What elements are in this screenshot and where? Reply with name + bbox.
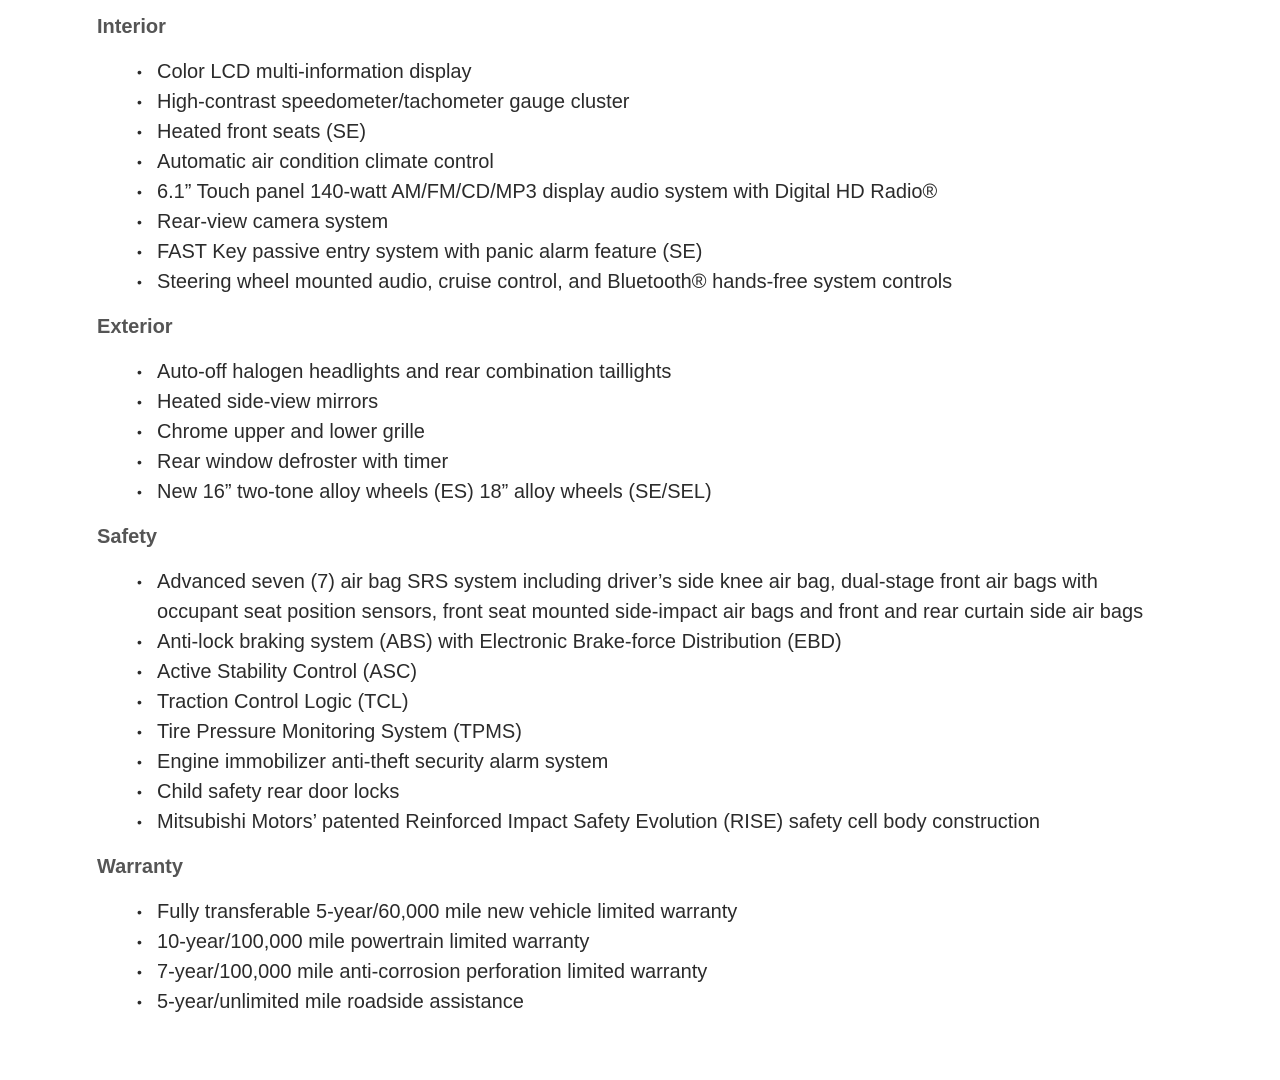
list-item	[97, 657, 1177, 687]
bullet-icon: •	[137, 364, 142, 380]
feature-content	[97, 12, 1177, 1032]
bullet-icon: •	[137, 454, 142, 470]
section-title-safety: Safety	[97, 526, 158, 548]
feature-text: Engine immobilizer anti-theft security alarm system	[157, 751, 609, 773]
list-item	[97, 267, 1177, 297]
bullet-icon: •	[137, 154, 142, 170]
bullet-icon: •	[137, 814, 142, 830]
bullet-icon: •	[137, 574, 142, 590]
bullet-icon: •	[137, 934, 142, 950]
feature-text: FAST Key passive entry system with panic alarm feature (SE)	[157, 241, 703, 263]
list-item	[97, 807, 1177, 837]
list-item	[97, 477, 1177, 507]
bullet-icon: •	[137, 94, 142, 110]
bullet-icon: •	[137, 694, 142, 710]
feature-text: New 16” two-tone alloy wheels (ES) 18” alloy wheels (SE/SEL)	[157, 481, 712, 503]
list-item	[97, 177, 1177, 207]
list-item	[97, 237, 1177, 267]
bullet-icon: •	[137, 184, 142, 200]
bullet-icon: •	[137, 214, 142, 230]
feature-text: Anti-lock braking system (ABS) with Electronic Brake-force Distribution (EBD)	[157, 631, 842, 653]
list-item	[97, 627, 1177, 657]
feature-text: Tire Pressure Monitoring System (TPMS)	[157, 721, 522, 743]
list-item	[97, 57, 1177, 87]
feature-text: Fully transferable 5-year/60,000 mile new vehicle limited warranty	[157, 901, 738, 923]
list-item	[97, 687, 1177, 717]
list-item	[97, 897, 1177, 927]
section-title-warranty: Warranty	[97, 856, 183, 878]
list-item	[97, 777, 1177, 807]
feature-list-warranty	[97, 897, 1177, 1017]
bullet-icon: •	[137, 634, 142, 650]
feature-text: Active Stability Control (ASC)	[157, 661, 418, 683]
feature-text: High-contrast speedometer/tachometer gauge cluster	[157, 91, 630, 113]
feature-text: 10-year/100,000 mile powertrain limited warranty	[157, 931, 590, 953]
bullet-icon: •	[137, 394, 142, 410]
list-item	[97, 987, 1177, 1017]
bullet-icon: •	[137, 754, 142, 770]
feature-text: Heated side-view mirrors	[157, 391, 379, 413]
list-item	[97, 147, 1177, 177]
list-item	[97, 387, 1177, 417]
feature-text: Color LCD multi-information display	[157, 61, 472, 83]
feature-text: Auto-off halogen headlights and rear combination taillights	[157, 361, 672, 383]
feature-list-interior	[97, 57, 1177, 297]
feature-list-exterior	[97, 357, 1177, 507]
bullet-icon: •	[137, 994, 142, 1010]
feature-text: Traction Control Logic (TCL)	[157, 691, 409, 713]
feature-text: 6.1” Touch panel 140-watt AM/FM/CD/MP3 display audio system with Digital HD Radio®	[157, 181, 938, 203]
feature-text: Automatic air condition climate control	[157, 151, 494, 173]
list-item	[97, 117, 1177, 147]
list-item	[97, 417, 1177, 447]
list-item	[97, 207, 1177, 237]
feature-text: Child safety rear door locks	[157, 781, 400, 803]
list-item	[97, 357, 1177, 387]
feature-text: Mitsubishi Motors’ patented Reinforced Impact Safety Evolution (RISE) safety cell body construction	[157, 811, 1040, 833]
bullet-icon: •	[137, 424, 142, 440]
bullet-icon: •	[137, 664, 142, 680]
bullet-icon: •	[137, 274, 142, 290]
list-item	[97, 717, 1177, 747]
bullet-icon: •	[137, 484, 142, 500]
list-item	[97, 957, 1177, 987]
list-item	[97, 747, 1177, 777]
bullet-icon: •	[137, 904, 142, 920]
list-item	[97, 87, 1177, 117]
list-item	[97, 927, 1177, 957]
feature-text: 5-year/unlimited mile roadside assistance	[157, 991, 524, 1013]
bullet-icon: •	[137, 724, 142, 740]
feature-text: Rear window defroster with timer	[157, 451, 449, 473]
feature-text: Advanced seven (7) air bag SRS system including driver’s side knee air bag, dual-stage front air bags with occupant seat position sensors, front seat mounted side-impact air bags and front and rear curtain side air bags	[157, 571, 1144, 623]
bullet-icon: •	[137, 244, 142, 260]
feature-text: Rear-view camera system	[157, 211, 389, 233]
feature-text: Chrome upper and lower grille	[157, 421, 425, 443]
bullet-icon: •	[137, 784, 142, 800]
list-item	[97, 567, 1177, 627]
feature-text: 7-year/100,000 mile anti-corrosion perforation limited warranty	[157, 961, 708, 983]
feature-list-safety	[97, 567, 1177, 837]
bullet-icon: •	[137, 64, 142, 80]
section-title-exterior: Exterior	[97, 316, 173, 338]
bullet-icon: •	[137, 124, 142, 140]
section-title-interior: Interior	[97, 16, 166, 38]
bullet-icon: •	[137, 964, 142, 980]
feature-text: Heated front seats (SE)	[157, 121, 366, 143]
feature-text: Steering wheel mounted audio, cruise control, and Bluetooth® hands-free system controls	[157, 271, 953, 293]
list-item	[97, 447, 1177, 477]
